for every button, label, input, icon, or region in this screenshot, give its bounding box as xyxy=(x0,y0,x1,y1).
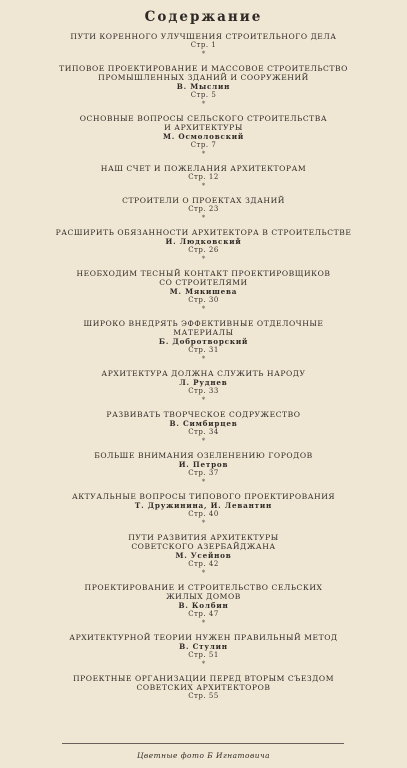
entry-page: Стр. 40 xyxy=(188,510,219,518)
entry-author: В. Мыслин xyxy=(176,82,231,91)
entry-author: Т. Дружинина, И. Левантин xyxy=(134,501,273,510)
entry-page: Стр. 47 xyxy=(188,610,219,618)
entry-title: ШИРОКО ВНЕДРЯТЬ ЭФФЕКТИВНЫЕ ОТДЕЛОЧНЫЕ МАТЕРИАЛЫ xyxy=(83,319,324,337)
entry-author: И. Людковский xyxy=(165,237,242,246)
toc-entry xyxy=(40,64,367,109)
entry-title: ОСНОВНЫЕ ВОПРОСЫ СЕЛЬСКОГО СТРОИТЕЛЬСТВА И АРХИТЕКТУРЫ xyxy=(79,114,328,132)
entry-page: Стр. 33 xyxy=(188,387,219,395)
entry-page: Стр. 7 xyxy=(190,141,217,149)
entry-title: НЕОБХОДИМ ТЕСНЫЙ КОНТАКТ ПРОЕКТИРОВЩИКОВ СО СТРОИТЕЛЯМИ xyxy=(76,269,331,287)
entry-title: СТРОИТЕЛИ О ПРОЕКТАХ ЗДАНИЙ xyxy=(122,196,285,205)
entry-title: РАЗВИВАТЬ ТВОРЧЕСКОЕ СОДРУЖЕСТВО xyxy=(106,410,301,419)
entry-author: Л. Руднев xyxy=(179,378,228,387)
entry-page: Стр. 12 xyxy=(188,173,219,181)
entry-title: АРХИТЕКТУРНОЙ ТЕОРИИ НУЖЕН ПРАВИЛЬНЫЙ МЕТОД xyxy=(69,633,338,642)
separator-asterisk: * xyxy=(201,150,206,158)
toc-entry xyxy=(40,114,367,159)
separator-asterisk: * xyxy=(201,478,206,486)
separator-asterisk: * xyxy=(201,355,206,363)
entry-author: В. Симбирцев xyxy=(169,419,238,428)
entry-author: В. Стулин xyxy=(179,642,228,651)
toc-entry xyxy=(40,164,367,191)
entry-page: Стр. 31 xyxy=(188,346,219,354)
separator-asterisk: * xyxy=(201,519,206,527)
separator-asterisk: * xyxy=(201,660,206,668)
entry-title: АКТУАЛЬНЫЕ ВОПРОСЫ ТИПОВОГО ПРОЕКТИРОВАНИЯ xyxy=(71,492,336,501)
toc-entry xyxy=(40,196,367,223)
separator-asterisk: * xyxy=(201,437,206,445)
toc-entry xyxy=(40,583,367,628)
entry-page: Стр. 30 xyxy=(188,296,219,304)
entry-page: Стр. 37 xyxy=(188,469,219,477)
entry-page: Стр. 51 xyxy=(188,651,219,659)
entry-title: ПРОЕКТНЫЕ ОРГАНИЗАЦИИ ПЕРЕД ВТОРЫМ СЪЕЗДОМ СОВЕТСКИХ АРХИТЕКТОРОВ xyxy=(72,674,335,692)
toc-entry xyxy=(40,633,367,669)
entry-author: И. Петров xyxy=(178,460,229,469)
entry-title: ТИПОВОЕ ПРОЕКТИРОВАНИЕ И МАССОВОЕ СТРОИТЕЛЬСТВО ПРОМЫШЛЕННЫХ ЗДАНИЙ И СООРУЖЕНИЙ xyxy=(59,64,348,82)
toc-entry xyxy=(40,451,367,487)
separator-asterisk: * xyxy=(201,619,206,627)
entry-title: АРХИТЕКТУРА ДОЛЖНА СЛУЖИТЬ НАРОДУ xyxy=(101,369,306,378)
toc-entry xyxy=(40,319,367,364)
toc-entry xyxy=(40,492,367,528)
toc-entry xyxy=(40,269,367,314)
toc-list xyxy=(40,32,367,706)
toc-entry xyxy=(40,410,367,446)
entry-page: Стр. 26 xyxy=(188,246,219,254)
entry-title: НАШ СЧЕТ И ПОЖЕЛАНИЯ АРХИТЕКТОРАМ xyxy=(100,164,307,173)
toc-entry xyxy=(40,32,367,59)
entry-page: Стр. 1 xyxy=(190,41,217,49)
entry-title: ПУТИ КОРЕННОГО УЛУЧШЕНИЯ СТРОИТЕЛЬНОГО ДЕЛА xyxy=(70,32,337,41)
entry-page: Стр. 42 xyxy=(188,560,219,568)
entry-page: Стр. 34 xyxy=(188,428,219,436)
entry-author: М. Осмоловский xyxy=(163,132,244,141)
entry-author: М. Мякишева xyxy=(169,287,238,296)
toc-entry xyxy=(40,674,367,701)
entry-author: В. Колбин xyxy=(178,601,229,610)
separator-asterisk: * xyxy=(201,214,206,222)
separator-asterisk: * xyxy=(201,100,206,108)
separator-asterisk: * xyxy=(201,396,206,404)
separator-asterisk: * xyxy=(201,305,206,313)
separator-asterisk: * xyxy=(201,255,206,263)
toc-entry xyxy=(40,369,367,405)
toc-entry xyxy=(40,533,367,578)
entry-author: М. Усейнов xyxy=(175,551,232,560)
separator-asterisk: * xyxy=(201,182,206,190)
entry-author: Б. Добротворский xyxy=(158,337,249,346)
entry-page: Стр. 5 xyxy=(190,91,217,99)
footer-rule xyxy=(62,743,344,744)
entry-title: РАСШИРИТЬ ОБЯЗАННОСТИ АРХИТЕКТОРА В СТРОИТЕЛЬСТВЕ xyxy=(55,228,352,237)
entry-title: ПУТИ РАЗВИТИЯ АРХИТЕКТУРЫ СОВЕТСКОГО АЗЕРБАЙДЖАНА xyxy=(128,533,279,551)
entry-title: ПРОЕКТИРОВАНИЕ И СТРОИТЕЛЬСТВО СЕЛЬСКИХ ЖИЛЫХ ДОМОВ xyxy=(84,583,323,601)
separator-asterisk: * xyxy=(201,569,206,577)
entry-page: Стр. 55 xyxy=(188,692,219,700)
photo-credit: Цветные фото Б Игнатовича xyxy=(136,751,271,760)
contents-heading: Содержание xyxy=(144,9,263,25)
entry-title: БОЛЬШЕ ВНИМАНИЯ ОЗЕЛЕНЕНИЮ ГОРОДОВ xyxy=(94,451,313,460)
separator-asterisk: * xyxy=(201,50,206,58)
entry-page: Стр. 23 xyxy=(188,205,219,213)
toc-entry xyxy=(40,228,367,264)
